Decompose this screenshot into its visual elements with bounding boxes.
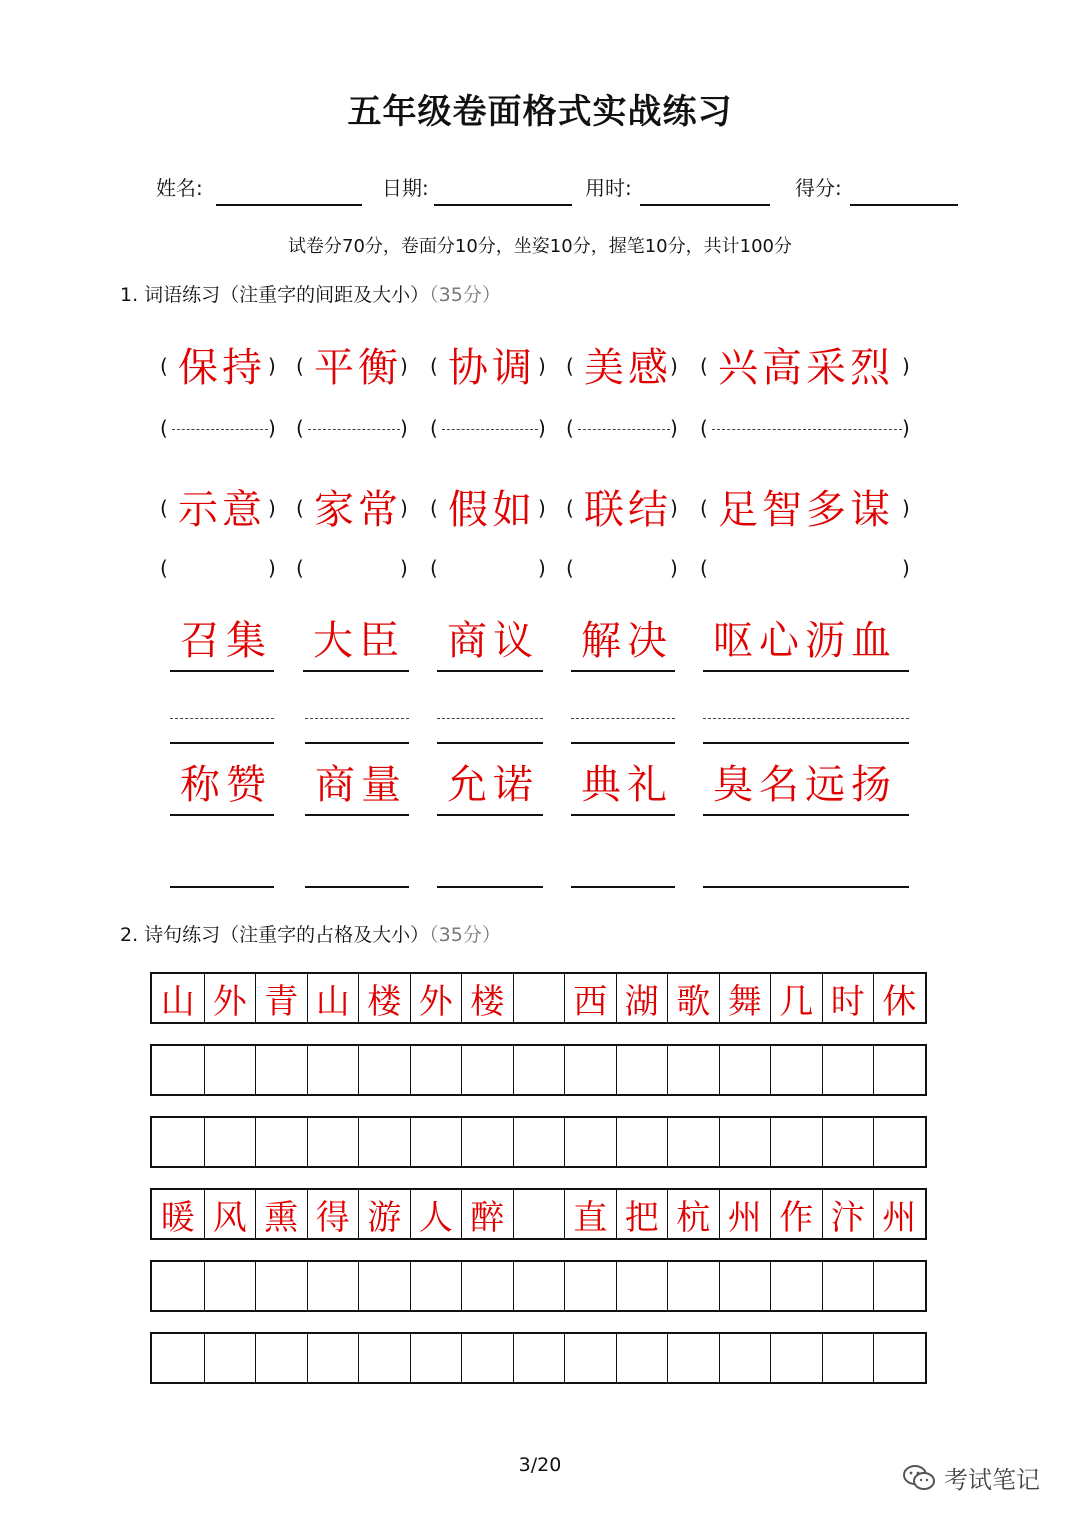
word: 臭名远扬 bbox=[713, 762, 897, 808]
grid-cell[interactable] bbox=[667, 1334, 719, 1382]
grid-cell: 熏 bbox=[255, 1190, 307, 1238]
grid-cell[interactable] bbox=[152, 1334, 204, 1382]
grid-cell: 州 bbox=[873, 1190, 925, 1238]
word: 解决 bbox=[581, 618, 673, 664]
grid-cell: 几 bbox=[770, 974, 822, 1022]
word: 示意 bbox=[178, 487, 266, 533]
grid-cell[interactable] bbox=[358, 1046, 410, 1094]
grid-cell[interactable] bbox=[770, 1262, 822, 1310]
word: 典礼 bbox=[581, 762, 673, 808]
word-row-1: ( 保持 ) ( 平衡 ) ( 协调 ) ( 美感 ) ( 兴高采烈 ) bbox=[160, 336, 920, 396]
time-used-label: 用时: bbox=[585, 176, 632, 200]
grid-cell[interactable] bbox=[461, 1334, 513, 1382]
grid-cell[interactable] bbox=[204, 1262, 256, 1310]
grid-cell: 作 bbox=[770, 1190, 822, 1238]
grid-cell: 风 bbox=[204, 1190, 256, 1238]
grid-cell[interactable] bbox=[204, 1046, 256, 1094]
grid-cell[interactable] bbox=[255, 1334, 307, 1382]
word: 商议 bbox=[447, 618, 539, 664]
grid-cell[interactable] bbox=[358, 1334, 410, 1382]
poem-grid-line2 bbox=[150, 1188, 927, 1240]
grid-cell: 直 bbox=[564, 1190, 616, 1238]
grid-cell[interactable] bbox=[152, 1262, 204, 1310]
grid-cell[interactable] bbox=[564, 1262, 616, 1310]
grid-cell[interactable] bbox=[873, 1118, 925, 1166]
wechat-icon bbox=[902, 1464, 936, 1492]
grid-cell: 把 bbox=[616, 1190, 668, 1238]
word: 保持 bbox=[178, 345, 266, 391]
word: 兴高采烈 bbox=[718, 345, 894, 391]
grid-cell[interactable] bbox=[822, 1334, 874, 1382]
grid-cell: 西 bbox=[564, 974, 616, 1022]
grid-cell[interactable] bbox=[513, 1334, 565, 1382]
answer-row-4[interactable] bbox=[0, 862, 1080, 892]
score-blank[interactable] bbox=[850, 204, 958, 206]
grid-cell[interactable] bbox=[152, 1118, 204, 1166]
grid-cell[interactable] bbox=[307, 1262, 359, 1310]
word: 家常 bbox=[314, 487, 402, 533]
word: 美感 bbox=[584, 345, 672, 391]
grid-cell[interactable] bbox=[822, 1262, 874, 1310]
grid-cell[interactable] bbox=[564, 1334, 616, 1382]
grid-cell: 山 bbox=[307, 974, 359, 1022]
grid-cell[interactable] bbox=[204, 1118, 256, 1166]
word-row-4 bbox=[0, 756, 1080, 816]
grid-cell: 醉 bbox=[461, 1190, 513, 1238]
grid-cell[interactable] bbox=[513, 1046, 565, 1094]
grid-cell: 汴 bbox=[822, 1190, 874, 1238]
grid-cell: 外 bbox=[410, 974, 462, 1022]
word-row-3 bbox=[0, 612, 1080, 672]
grid-cell[interactable] bbox=[564, 1118, 616, 1166]
word: 协调 bbox=[448, 345, 536, 391]
grid-cell[interactable] bbox=[822, 1118, 874, 1166]
grid-cell[interactable] bbox=[410, 1118, 462, 1166]
grid-cell[interactable] bbox=[307, 1334, 359, 1382]
grid-cell: 人 bbox=[410, 1190, 462, 1238]
grid-cell[interactable] bbox=[873, 1262, 925, 1310]
grid-cell: 休 bbox=[873, 974, 925, 1022]
grid-cell: 湖 bbox=[616, 974, 668, 1022]
scoring-note: 试卷分70分，卷面分10分，坐姿10分，握笔10分，共计100分 bbox=[288, 236, 792, 257]
grid-cell: 得 bbox=[307, 1190, 359, 1238]
grid-cell: 州 bbox=[719, 1190, 771, 1238]
word: 呕心沥血 bbox=[713, 618, 897, 664]
answer-grid-2[interactable] bbox=[150, 1116, 927, 1168]
word: 联结 bbox=[584, 487, 672, 533]
grid-cell[interactable] bbox=[770, 1118, 822, 1166]
grid-cell: 外 bbox=[204, 974, 256, 1022]
grid-cell[interactable] bbox=[616, 1046, 668, 1094]
time-used-blank[interactable] bbox=[640, 204, 770, 206]
word: 大臣 bbox=[313, 618, 405, 664]
grid-cell[interactable] bbox=[770, 1334, 822, 1382]
grid-cell: 舞 bbox=[719, 974, 771, 1022]
word: 商量 bbox=[315, 762, 407, 808]
grid-cell[interactable] bbox=[616, 1262, 668, 1310]
grid-cell[interactable] bbox=[358, 1118, 410, 1166]
section1-title: 1. 词语练习（注重字的间距及大小）（35分） bbox=[120, 284, 501, 306]
section2-title: 2. 诗句练习（注重字的占格及大小）（35分） bbox=[120, 924, 501, 946]
grid-cell[interactable] bbox=[513, 1262, 565, 1310]
grid-cell[interactable] bbox=[255, 1118, 307, 1166]
grid-cell[interactable] bbox=[410, 1334, 462, 1382]
page-number: 3/20 bbox=[518, 1454, 562, 1476]
grid-cell[interactable] bbox=[461, 1118, 513, 1166]
grid-cell[interactable] bbox=[822, 1046, 874, 1094]
grid-cell[interactable] bbox=[719, 1046, 771, 1094]
answer-grid-1[interactable] bbox=[150, 1044, 927, 1096]
grid-cell[interactable] bbox=[719, 1118, 771, 1166]
grid-cell[interactable] bbox=[667, 1118, 719, 1166]
watermark bbox=[902, 1460, 1040, 1495]
grid-cell: 暖 bbox=[160, 1197, 195, 1238]
word: 允诺 bbox=[447, 762, 539, 808]
poem-grid-line1 bbox=[150, 972, 927, 1024]
word-row-2: ( 示意 ) ( 家常 ) ( 假如 ) ( 联结 ) ( 足智多谋 ) bbox=[160, 478, 920, 538]
date-label: 日期: bbox=[382, 176, 429, 200]
name-label: 姓名: bbox=[156, 176, 203, 200]
grid-cell[interactable] bbox=[461, 1046, 513, 1094]
grid-cell[interactable] bbox=[152, 1046, 204, 1094]
word: 平衡 bbox=[314, 345, 402, 391]
grid-cell: 青 bbox=[255, 974, 307, 1022]
grid-cell[interactable] bbox=[616, 1118, 668, 1166]
grid-cell[interactable] bbox=[255, 1262, 307, 1310]
answer-row-1[interactable]: ( ) ( ) ( ) ( ) ( ) bbox=[160, 416, 910, 440]
grid-cell[interactable] bbox=[410, 1262, 462, 1310]
grid-cell[interactable] bbox=[513, 1118, 565, 1166]
date-blank[interactable] bbox=[434, 204, 572, 206]
grid-cell[interactable] bbox=[719, 1334, 771, 1382]
grid-cell: 山 bbox=[160, 981, 195, 1022]
answer-grid-3[interactable] bbox=[150, 1260, 927, 1312]
grid-cell bbox=[513, 974, 565, 1022]
grid-cell[interactable] bbox=[616, 1334, 668, 1382]
grid-cell[interactable] bbox=[873, 1334, 925, 1382]
score-label: 得分: bbox=[795, 176, 842, 200]
grid-cell[interactable] bbox=[461, 1262, 513, 1310]
word: 足智多谋 bbox=[718, 487, 894, 533]
answer-grid-4[interactable] bbox=[150, 1332, 927, 1384]
page-title: 五年级卷面格式实战练习 bbox=[347, 92, 733, 132]
grid-cell[interactable] bbox=[564, 1046, 616, 1094]
grid-cell[interactable] bbox=[307, 1118, 359, 1166]
word: 假如 bbox=[448, 487, 536, 533]
grid-cell[interactable] bbox=[719, 1262, 771, 1310]
grid-cell[interactable] bbox=[667, 1046, 719, 1094]
grid-cell[interactable] bbox=[358, 1262, 410, 1310]
grid-cell: 时 bbox=[822, 974, 874, 1022]
grid-cell bbox=[513, 1190, 565, 1238]
grid-cell: 杭 bbox=[667, 1190, 719, 1238]
grid-cell[interactable] bbox=[667, 1262, 719, 1310]
grid-cell: 歌 bbox=[667, 974, 719, 1022]
word: 召集 bbox=[180, 618, 272, 664]
grid-cell[interactable] bbox=[410, 1046, 462, 1094]
word: 称赞 bbox=[180, 762, 272, 808]
answer-row-2[interactable]: ( ) ( ) ( ) ( ) ( ) bbox=[160, 556, 910, 580]
grid-cell: 游 bbox=[358, 1190, 410, 1238]
grid-cell[interactable] bbox=[255, 1046, 307, 1094]
grid-cell[interactable] bbox=[307, 1046, 359, 1094]
grid-cell[interactable] bbox=[770, 1046, 822, 1094]
grid-cell: 楼 bbox=[358, 974, 410, 1022]
grid-cell: 楼 bbox=[461, 974, 513, 1022]
answer-row-3[interactable] bbox=[0, 718, 1080, 748]
grid-cell[interactable] bbox=[873, 1046, 925, 1094]
watermark-text: 考试笔记 bbox=[944, 1466, 1040, 1494]
name-blank[interactable] bbox=[216, 204, 362, 206]
grid-cell[interactable] bbox=[204, 1334, 256, 1382]
